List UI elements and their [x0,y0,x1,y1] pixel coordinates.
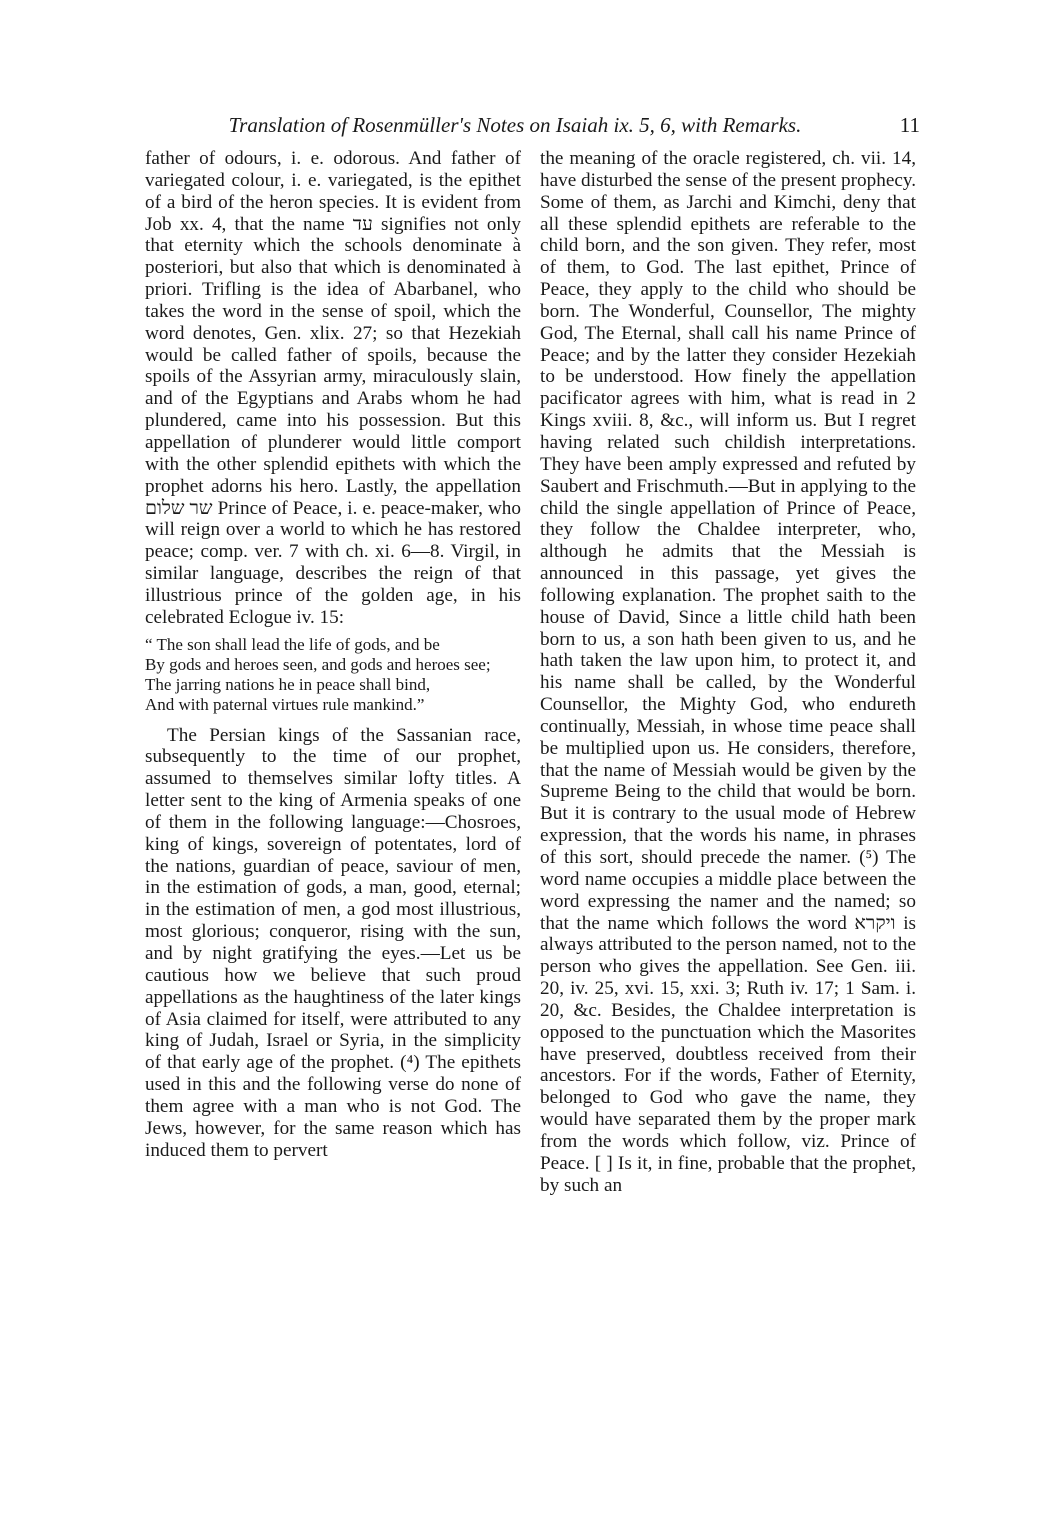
right-paragraph-1: the meaning of the oracle registered, ch. vii. 14, have disturbed the sense of the present prophecy. Some of them, as Jarchi and Kimchi, deny that all these splendid epithets are referable to the child born, and the son given. They refer, most of them, to God. The last epithet, Prince of Peace, they apply to the child who should be born. The Wonderful, Counsellor, The mighty God, The Eternal, shall call his name Prince of Peace; and by the latter they consider Hezekiah to be understood. How finely the appellation pacificator agrees with him, what is read in 2 Kings xviii. 8, &c., will inform us. But I regret having related such childish interpretations. They have been amply expressed and refuted by Saubert and Frischmuth.—But in applying to the child the single appellation of Prince of Peace, they follow the Chaldee interpreter, who, although he admits that the Messiah is announced in this passage, yet gives the following explanation. The prophet saith to the house of David, Since a little child hath been born to us, a son hath been given to us, and he hath taken the law upon him, to protect it, and his name shall be called, by the Wonderful Counsellor, the Mighty God, who endureth continually, Messiah, in whose time peace shall be multiplied upon us. He considers, therefore, that the name of Messiah would be given by the Supreme Being to the child that would be born. But it is contrary to the usual mode of Hebrew expression, that the words his name, in phrases of this sort, should precede the namer. (⁵) The word name occupies a middle place between the word expressing the namer and the named; so that the name which follows the word ויקרא is always attributed to the person named, not to the person who gives the appellation. See Gen. iii. 20, iv. 25, xvi. 15, xxi. 3; Ruth iv. 17; 1 Sam. i. 20, &c. Besides, the Chaldee interpretation is opposed to the punctuation which the Masorites have preserved, doubtless received from their ancestors. For if the words, Father of Eternity, belonged to God who gave the name, they would have separated them by the proper mark from the words which follow, viz. Prince of Peace. [ ] Is it, in fine, probable that the prophet, by such an [540,148,916,1196]
verse-quotation [145,635,521,715]
verse-line-4: And with paternal virtues rule mankind.” [145,694,425,714]
left-column [145,148,521,1161]
verse-line-1: “ The son shall lead the life of gods, and be [145,634,440,654]
running-head-title: Translation of Rosenmüller's Notes on Isaiah ix. 5, 6, with Remarks. [228,113,802,137]
running-head [160,108,920,142]
verse-line-2: By gods and heroes seen, and gods and heroes see; [145,654,491,674]
left-paragraph-2: The Persian kings of the Sassanian race, subsequently to the time of our prophet, assumed to themselves similar lofty titles. A letter sent to the king of Armenia speaks of one of them in the following language:—Chosroes, king of kings, sovereign of potentates, lord of the nations, guardian of peace, saviour of men, in the estimation of gods, a man, good, eternal; in the estimation of men, a god most illustrious, most glorious; conqueror, rising with the sun, and by night gratifying the eyes.—Let us be cautious how we believe that such proud appellations as the haughtiness of the later kings of Asia claimed for itself, were attributed to any king of Judah, Israel or Syria, in the simplicity of that early age of the prophet. (⁴) The epithets used in this and the following verse do none of them agree with a man who is not God. The Jews, however, for the same reason which has induced them to pervert [145,724,521,1161]
verse-line-3: The jarring nations he in peace shall bind, [145,674,431,694]
right-column [540,148,916,1197]
left-paragraph-1: father of odours, i. e. odorous. And father of variegated colour, i. e. variegated, is the epithet of a bird of the heron species. It is evident from Job xx. 4, that the name עד signifies not only that eternity which the schools denominate à posteriori, but also that which is denominated à priori. Trifling is the idea of Abarbanel, who takes the word in the sense of spoil, which the word denotes, Gen. xlix. 27; so that Hezekiah would be called father of spoils, because the spoils of the Assyrian army, miraculously slain, and of the Egyptians and Arabs whom he had plundered, came into his possession. But this appellation of plunderer would little comport with the other splendid epithets with which the prophet adorns his hero. Lastly, the appellation שר שלום Prince of Peace, i. e. peace-maker, who will reign over a world to which he has restored peace; comp. ver. 7 with ch. xi. 6—8. Virgil, in similar language, describes the reign of that illustrious prince of the golden age, in his celebrated Eclogue iv. 15: [145,148,521,628]
page-number: 11 [899,113,920,137]
